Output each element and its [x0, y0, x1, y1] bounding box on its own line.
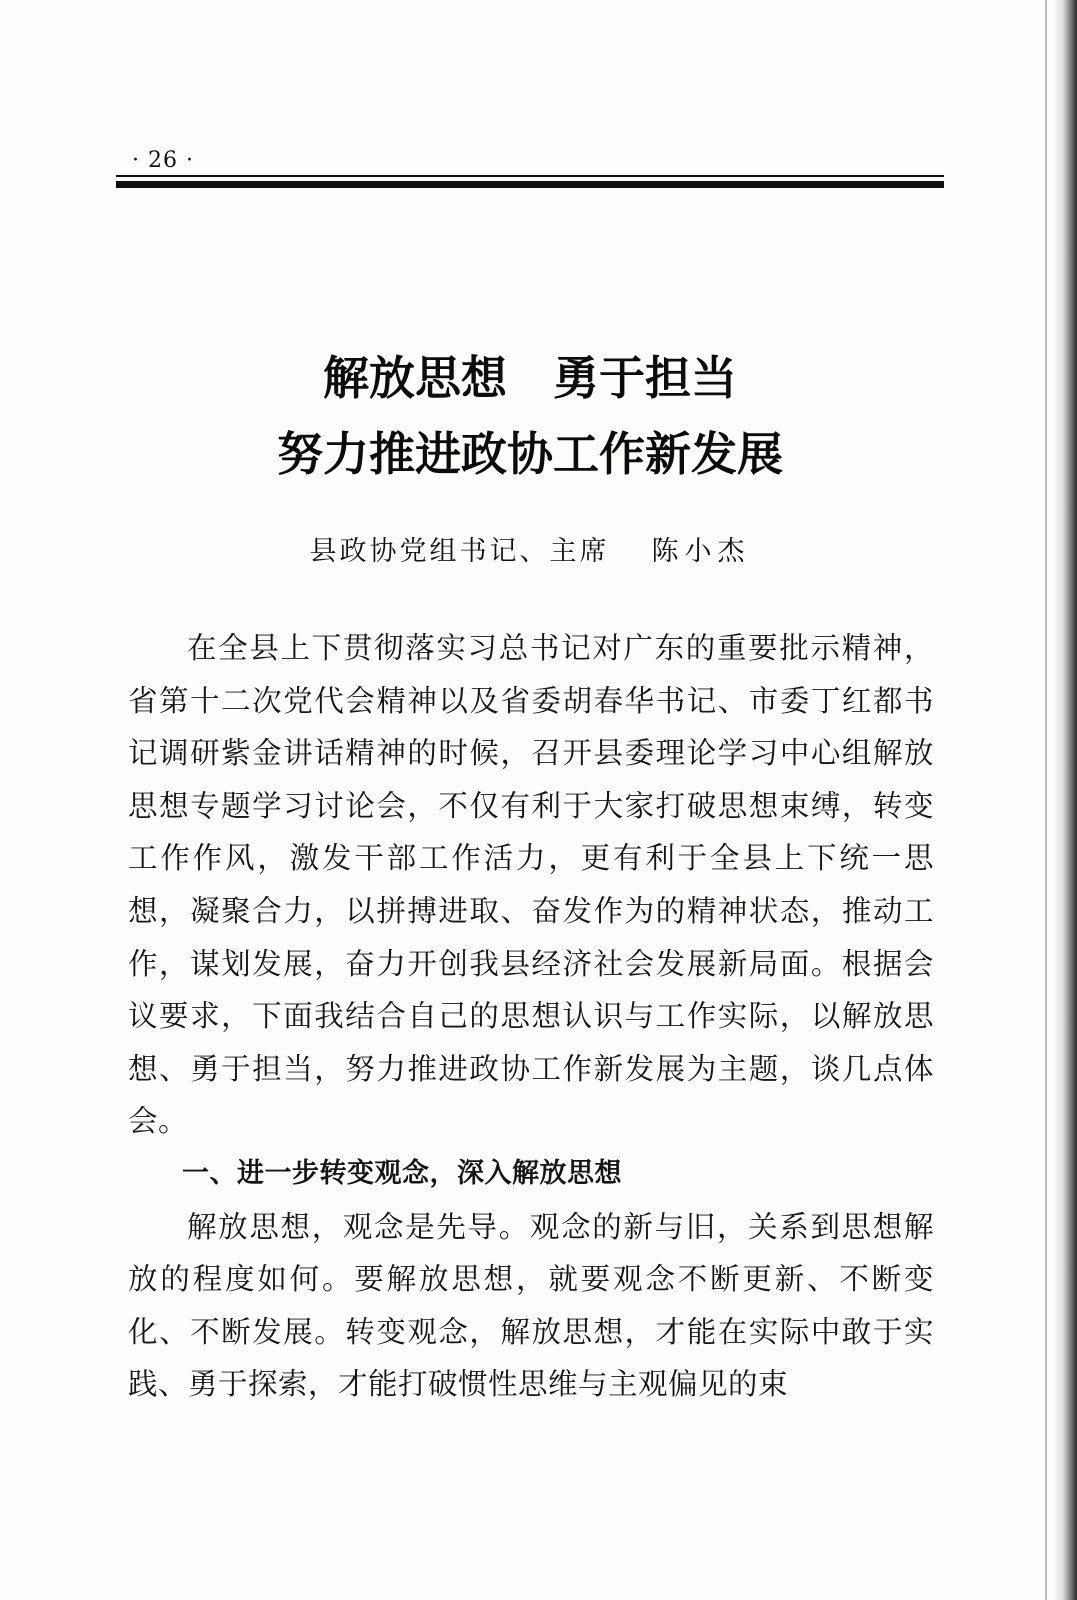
title-line-1: 解放思想 勇于担当	[323, 351, 737, 405]
page-edge-shadow	[1055, 0, 1077, 1600]
article-body	[128, 622, 934, 1411]
author-name: 陈小杰	[651, 536, 751, 567]
section-heading-1: 一、进一步转变观念，深入解放思想	[182, 1157, 622, 1189]
page-number: · 26 ·	[132, 148, 194, 173]
page-edge-line	[1045, 0, 1047, 1600]
author-byline	[116, 534, 944, 570]
paragraph-intro: 在全县上下贯彻落实习总书记对广东的重要批示精神，省第十二次党代会精神以及省委胡春华书记、市委丁红都书记调研紫金讲话精神的时候，召开县委理论学习中心组解放思想专题学习讨论会，不仅有利于大家打破思想束缚，转变工作作风，激发干部工作活力，更有利于全县上下统一思想，凝聚合力，以拼搏进取、奋发作为的精神状态，推动工作，谋划发展，奋力开创我县经济社会发展新局面。根据会议要求，下面我结合自己的思想认识与工作实际，以解放思想、勇于担当，努力推进政协工作新发展为主题，谈几点体会。	[128, 631, 934, 1139]
paragraph-section1: 解放思想，观念是先导。观念的新与旧，关系到思想解放的程度如何。要解放思想，就要观念不断更新、不断变化、不断发展。转变观念，解放思想，才能在实际中敢于实践、勇于探索，才能打破惯性思维与主观偏见的束	[128, 1209, 934, 1402]
title-line-2: 努力推进政协工作新发展	[277, 427, 783, 481]
page-header	[116, 136, 944, 200]
header-rule-thin	[116, 175, 944, 177]
header-rule-thick	[116, 181, 944, 188]
article-title	[116, 340, 944, 492]
author-role: 县政协党组书记、主席	[309, 536, 610, 567]
